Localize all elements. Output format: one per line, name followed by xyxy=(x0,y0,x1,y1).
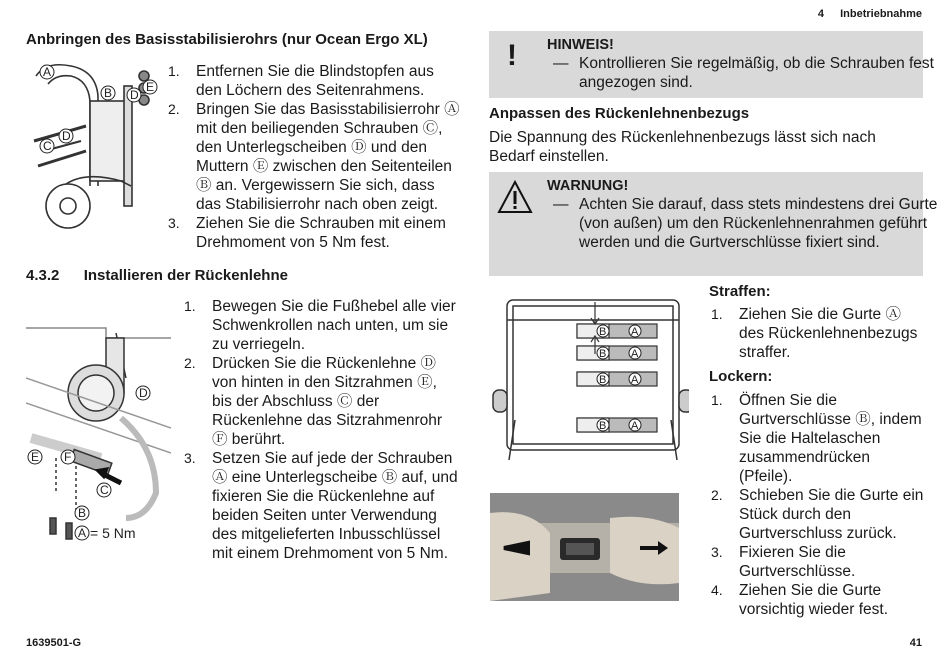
strap-label-b: B xyxy=(599,420,607,432)
strap-label-a: A xyxy=(631,374,639,386)
list-item: 2. Bringen Sie das Basisstabilisierrohr Ⓐ mit den beiliegenden Schrauben Ⓒ, den Unterlegscheiben Ⓓ und den Muttern Ⓔ zwischen den Seitenteilen Ⓑ an. Vergewissern Sie sich, dass das Stabilisierrohr nach oben zeigt. xyxy=(168,101,460,213)
tighten-steps xyxy=(711,305,926,362)
list-item: 3. Ziehen Sie die Schrauben mit einem Drehmoment von 5 Nm fest. xyxy=(168,215,446,251)
fig1-label-a: A xyxy=(43,65,52,79)
list-item: 2. Drücken Sie die Rückenlehne Ⓓ von hinten in den Sitzrahmen Ⓔ, bis der Abschluss Ⓒ der Rückenlehne das Sitzrahmenrohr Ⓕ berührt. xyxy=(184,355,443,448)
list-item: 1. Öffnen Sie die Gurtverschlüsse Ⓑ, indem Sie die Haltelaschen zusammendrücken (Pfeile). xyxy=(711,392,922,485)
stabilizer-steps xyxy=(168,62,460,252)
strap-label-a: A xyxy=(631,420,639,432)
loosen-steps xyxy=(711,391,926,619)
doc-number: 1639501-G xyxy=(26,637,82,649)
exclamation-icon: ! xyxy=(507,39,517,72)
list-item: 1. Bewegen Sie die Fußhebel alle vier Schwenkrollen nach unten, um sie zu verriegeln. xyxy=(184,298,456,353)
warning-text: — Achten Sie darauf, dass stets mindestens drei Gurte (von außen) um den Rückenlehnenrahmen geführt werden und die Gurtverschlüsse fixiert sind. xyxy=(553,196,938,251)
chapter-number: 4 xyxy=(817,8,824,20)
strap-label-b: B xyxy=(599,326,607,338)
backrest-figure xyxy=(26,318,171,548)
fig1-label-e: E xyxy=(146,80,155,94)
torque-label: = 5 Nm xyxy=(90,525,136,541)
section-number: 4.3.2 xyxy=(26,267,60,284)
backrest-steps xyxy=(184,297,458,563)
fig2-label-e: E xyxy=(31,450,40,464)
list-item: 2. Schieben Sie die Gurte ein Stück durch den Gurtverschluss zurück. xyxy=(711,487,924,542)
fig2-label-c: C xyxy=(100,483,109,497)
strap-diagram xyxy=(489,290,689,460)
notice-box xyxy=(489,31,934,98)
strap-buckle-photo xyxy=(490,493,679,601)
fig2-label-f: F xyxy=(64,450,72,464)
section-heading: Installieren der Rückenlehne xyxy=(83,267,288,284)
notice-text: — Kontrollieren Sie regelmäßig, ob die Schrauben fest angezogen sind. xyxy=(553,55,934,91)
loosen-title: Lockern: xyxy=(709,368,773,385)
warning-triangle-icon xyxy=(497,180,533,214)
strap-label-a: A xyxy=(631,326,639,338)
strap-label-a: A xyxy=(631,348,639,360)
warning-box xyxy=(489,172,938,276)
page-header xyxy=(818,8,922,20)
fig2-label-a: A xyxy=(78,526,87,540)
list-item: 3. Setzen Sie auf jede der Schrauben Ⓐ eine Unterlegscheibe Ⓑ auf, und fixieren Sie die Rückenlehne auf beiden Seiten unter Verwendung des mitgelieferten Inbusschlüssel mit einem Drehmoment von 5 Nm. xyxy=(184,450,458,562)
list-item: 1. Ziehen Sie die Gurte Ⓐ des Rückenlehnenbezugs straffer. xyxy=(711,306,918,361)
chapter-title: Inbetriebnahme xyxy=(840,8,922,20)
page-number: 41 xyxy=(909,637,922,649)
section-title-stabilizer: Anbringen des Basisstabilisierohrs (nur Ocean Ergo XL) xyxy=(26,31,428,48)
fig1-label-c: C xyxy=(43,139,52,153)
strap-label-b: B xyxy=(599,374,607,386)
strap-label-b: B xyxy=(599,348,607,360)
notice-title: HINWEIS! xyxy=(547,37,614,53)
section-title-cover: Anpassen des Rückenlehnenbezugs xyxy=(489,105,750,122)
fig2-label-b: B xyxy=(78,506,87,520)
fig1-label-d: D xyxy=(130,88,139,102)
tighten-title: Straffen: xyxy=(709,283,771,300)
list-item: 1. Entfernen Sie die Blindstopfen aus den Löchern des Seitenrahmens. xyxy=(168,63,434,99)
warning-title: WARNUNG! xyxy=(547,178,629,194)
list-item: 4. Ziehen Sie die Gurte vorsichtig wieder fest. xyxy=(711,582,889,618)
fig2-label-d: D xyxy=(139,386,148,400)
section-title-backrest xyxy=(26,267,288,284)
list-item: 3. Fixieren Sie die Gurtverschlüsse. xyxy=(711,544,856,580)
cover-intro: Die Spannung des Rückenlehnenbezugs lässt sich nach Bedarf einstellen. xyxy=(489,129,876,165)
stabilizer-tube-figure xyxy=(26,56,160,236)
fig1-label-d2: D xyxy=(62,129,71,143)
fig1-label-b: B xyxy=(104,86,113,100)
